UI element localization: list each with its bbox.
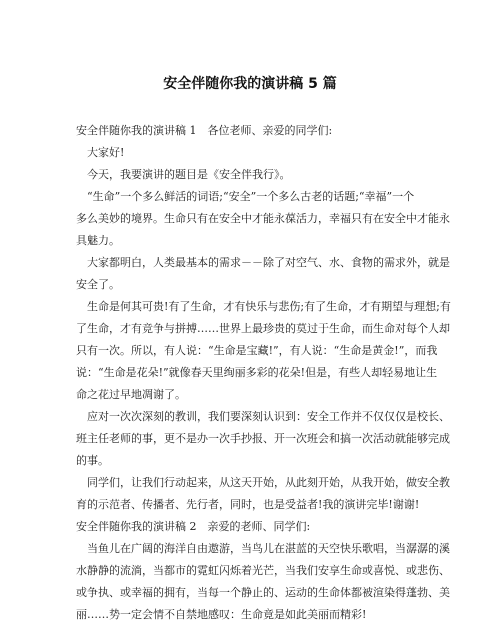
text-line: 安全伴随你我的演讲稿 2 亲爱的老师、同学们: [76,520,311,533]
text-line: 当鱼儿在广阔的海洋自由遨游，当鸟儿在湛蓝的天空快乐歌唱，当潺潺的溪 [87,542,450,555]
document-body [76,120,451,626]
text-line: 多么美妙的境界。生命只有在安全中才能永葆活力，幸福只有在安全中才能永 [76,212,450,225]
text-line: 命之花过早地凋谢了。 [76,388,186,401]
document-title: 安全伴随你我的演讲稿 5 篇 [163,76,337,92]
text-line: 大家好! [87,146,125,159]
text-line: 大家都明白，人类最基本的需求－－除了对空气、水、食物的需求外，就是 [87,256,450,269]
text-line: 具魅力。 [76,234,120,247]
text-line: 同学们，让我们行动起来，从这天开始，从此刻开始，从我开始，做安全教 [87,476,450,489]
text-line: 说：“生命是花朵!”就像春天里绚丽多彩的花朵!但是，有些人却轻易地让生 [76,366,438,379]
text-line: “生命”一个多么鲜活的词语;“安全”一个多么古老的话题;“幸福”一个 [87,190,415,203]
text-line: 只有一次。所以，有人说：“生命是宝藏!”，有人说：“生命是黄金!”，而我 [76,344,438,357]
text-line: 了生命，才有竞争与拼搏……世界上最珍贵的莫过于生命，而生命对每个人却 [76,322,450,335]
text-line: 今天，我要演讲的题目是《安全伴我行》。 [87,168,291,181]
text-line: 水静静的流淌，当都市的霓虹闪烁着光芒，当我们安享生命或喜悦、或悲伤、 [76,564,450,577]
text-line: 育的示范者、传播者、先行者，同时，也是受益者!我的演讲完毕!谢谢! [76,498,420,511]
text-line: 或争执、或幸福的拥有，当每一个静止的、运动的生命体都被渲染得蓬勃、美 [76,586,450,599]
text-line: 生命是何其可贵!有了生命，才有快乐与悲伤;有了生命，才有期望与理想;有 [87,300,451,313]
text-line: 班主任老师的事，更不是办一次手抄报、开一次班会和搞一次活动就能够完成 [76,432,450,445]
text-line: 丽……势一定会情不自禁地感叹：生命竟是如此美丽而精彩! [76,608,367,621]
text-line: 安全伴随你我的演讲稿 1 各位老师、亲爱的同学们: [76,124,333,137]
text-line: 安全了。 [76,278,120,291]
text-line: 的事。 [76,454,109,467]
text-line: 应对一次次深刻的教训，我们要深刻认识到：安全工作并不仅仅仅是校长、 [87,410,450,423]
